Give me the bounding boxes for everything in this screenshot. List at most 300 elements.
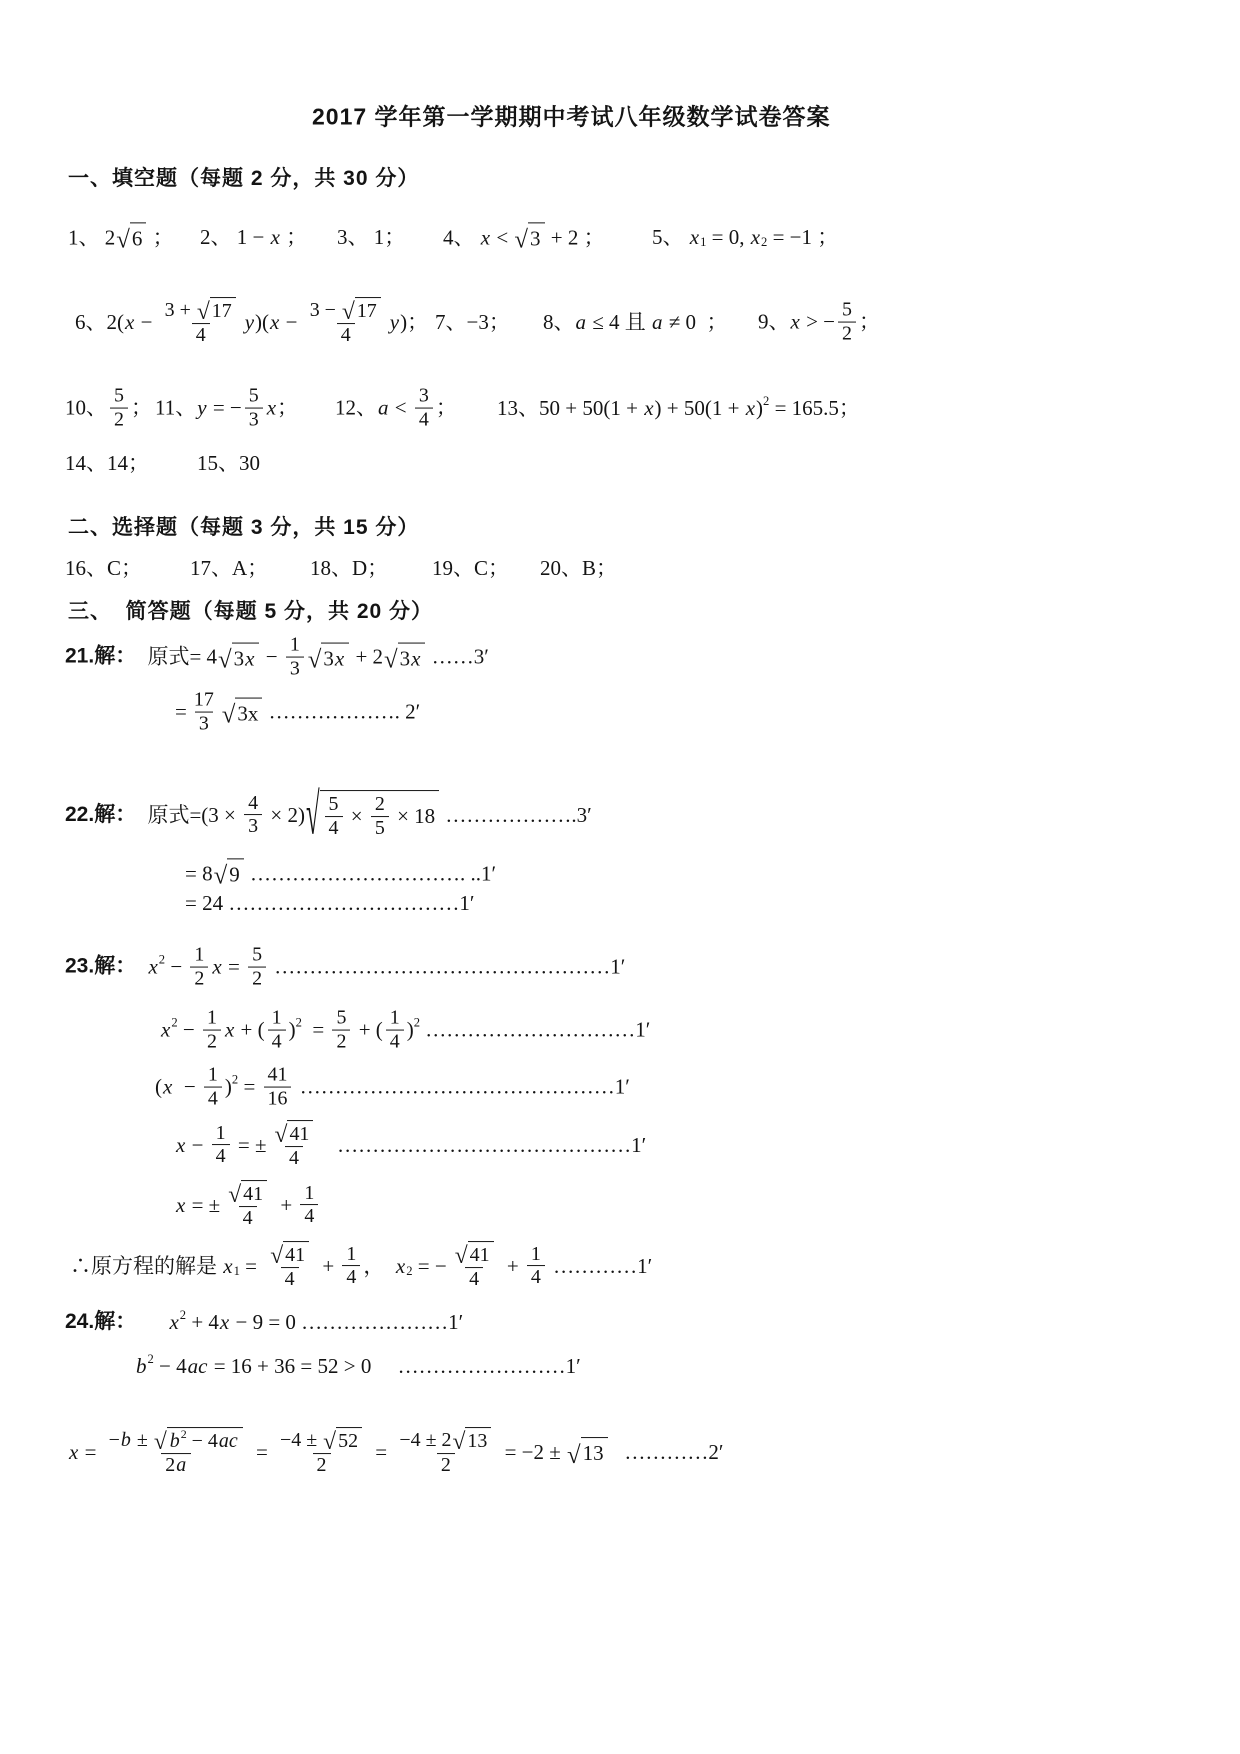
denominator — [203, 1030, 221, 1054]
text-run: 13 — [582, 1441, 604, 1466]
numerator — [110, 385, 128, 408]
text-run: 5 — [248, 384, 259, 407]
text-run: 13、50 + 50(1 + — [497, 395, 644, 420]
radicand — [235, 697, 262, 726]
radicand — [227, 858, 244, 887]
section-2-heading — [68, 515, 419, 541]
answer-9 — [758, 299, 880, 346]
fraction — [268, 1007, 286, 1054]
radical-glyph: √ — [116, 226, 130, 254]
text-run: = − — [412, 1253, 447, 1278]
radical-glyph: √ — [213, 862, 228, 890]
text-run: = — [250, 1439, 274, 1464]
text-run: 19、C； — [432, 555, 510, 580]
text-run: 3 — [399, 646, 411, 671]
answer-18 — [310, 555, 388, 581]
text-run: 5 — [328, 793, 339, 816]
numerator — [265, 1241, 314, 1270]
square-root — [307, 642, 349, 674]
text-run: − — [186, 1132, 209, 1157]
numerator — [286, 634, 304, 657]
text-run: = — [370, 1439, 393, 1464]
radical-sign-icon — [452, 1427, 466, 1456]
text-run: 52 — [338, 1430, 359, 1453]
math-variable: x — [176, 1132, 186, 1157]
numerator — [244, 792, 262, 815]
text-run: ……………….3′ — [440, 802, 592, 827]
radicand — [167, 1427, 243, 1453]
radical-glyph: √ — [305, 784, 320, 848]
superscript: 2 — [180, 1426, 187, 1441]
square-root — [228, 1180, 267, 1209]
radical-sign-icon — [384, 642, 398, 674]
answer-20 — [540, 555, 617, 581]
text-run: ； — [280, 224, 308, 249]
radical-glyph: √ — [384, 646, 398, 674]
answer-7 — [435, 309, 510, 335]
text-run: + 2 — [350, 644, 384, 669]
text-run: ………………. 2′ — [263, 699, 421, 724]
denominator — [244, 815, 262, 839]
text-run: 4 — [304, 1205, 315, 1228]
numerator — [161, 297, 241, 326]
text-run: 2、 1 − — [200, 224, 270, 249]
radical-sign-icon — [567, 1437, 581, 1469]
text-run: 16、C； — [65, 555, 143, 580]
math-variable: x — [148, 954, 158, 979]
radicand — [321, 642, 349, 671]
answer-6 — [75, 297, 428, 347]
numerator — [264, 1064, 292, 1087]
text-run: ) — [224, 1074, 232, 1099]
solution-23-step-2 — [160, 1007, 650, 1054]
section-1-heading — [68, 166, 419, 192]
math-variable: b — [120, 1428, 131, 1451]
numerator — [332, 1007, 350, 1030]
fraction — [342, 1243, 360, 1290]
numerator — [371, 793, 389, 816]
text-run: 16 — [267, 1087, 288, 1110]
text-run: 9 — [229, 862, 240, 887]
text-run: 4 — [242, 1207, 253, 1229]
denominator — [204, 1087, 222, 1111]
text-run: 8、 — [543, 309, 575, 334]
text-run: 3 — [198, 712, 209, 735]
denominator — [325, 816, 343, 840]
numerator — [276, 1427, 367, 1456]
denominator — [332, 1030, 350, 1054]
text-run: ………………………………………1′ — [294, 1074, 630, 1099]
text-run: < — [491, 224, 514, 249]
radical-glyph: √ — [274, 1122, 288, 1149]
text-run: 2 — [114, 408, 124, 431]
text-run: + — [501, 1253, 524, 1278]
fraction — [325, 793, 343, 840]
numerator — [527, 1243, 545, 1266]
fraction — [223, 1180, 272, 1230]
radicand — [232, 642, 260, 671]
math-variable: x — [212, 954, 222, 979]
fraction — [286, 634, 304, 681]
math-variable: a — [652, 309, 663, 334]
text-run: 9、 — [758, 309, 790, 334]
square-root — [305, 784, 439, 848]
text-run: 5 — [114, 384, 124, 407]
denominator — [192, 323, 210, 347]
answer-13 — [497, 395, 860, 421]
text-run: 17 — [211, 300, 232, 323]
square-root — [341, 297, 381, 326]
text-run: 3 — [289, 657, 300, 680]
numerator — [270, 1120, 319, 1149]
text-run: 1 — [530, 1242, 541, 1265]
text-run: 2017 学年第一学期期中考试八年级数学试卷答案 — [312, 103, 831, 130]
text-run: 2 — [336, 1030, 347, 1053]
answer-19 — [432, 555, 509, 581]
numerator — [306, 297, 386, 326]
math-variable: x — [125, 309, 135, 334]
text-run: 12、 — [335, 395, 377, 420]
text-run: = 24 ……………………………1′ — [185, 890, 475, 915]
text-run: = — [175, 699, 187, 724]
text-run: −4 ± — [280, 1428, 323, 1451]
numerator — [105, 1426, 248, 1456]
denominator — [239, 1206, 257, 1230]
solution-23-step-3 — [155, 1064, 630, 1111]
answer-15 — [197, 450, 260, 476]
fraction — [265, 1241, 314, 1291]
text-run: …………2′ — [608, 1439, 724, 1464]
text-run: 2 — [206, 1030, 217, 1053]
superscript: 2 — [231, 1072, 239, 1087]
fraction — [212, 1122, 230, 1169]
radical-glyph: √ — [454, 1243, 468, 1270]
radical-glyph: √ — [452, 1429, 466, 1456]
fraction — [110, 385, 128, 432]
superscript: 2 — [158, 952, 166, 967]
text-run: ……………………………………1′ — [321, 1132, 647, 1157]
text-run: 41 — [469, 1244, 490, 1267]
answer-4 — [443, 222, 605, 254]
answer-5 — [652, 224, 838, 250]
radical-sign-icon — [116, 222, 130, 254]
text-run: 7、−3； — [435, 309, 510, 334]
radical-sign-icon — [305, 784, 320, 848]
math-variable: x — [245, 646, 255, 671]
superscript: 2 — [763, 393, 770, 408]
text-run: 4、 — [443, 224, 480, 249]
denominator — [286, 657, 304, 681]
text-run: 18、D； — [310, 555, 389, 580]
text-run: 4 — [288, 1147, 299, 1169]
radicand — [210, 297, 236, 323]
denominator — [337, 323, 355, 347]
solution-22-step-3 — [185, 890, 474, 916]
numerator — [204, 1064, 222, 1087]
solution-22-step-2 — [185, 858, 497, 890]
text-run: 5 — [842, 298, 852, 321]
solution-24-step-3 — [68, 1427, 723, 1477]
math-variable: x — [176, 1192, 186, 1217]
square-root — [274, 1120, 314, 1149]
denominator — [212, 1145, 230, 1169]
text-run: 15、30 — [197, 450, 260, 475]
radicand — [287, 1120, 313, 1146]
math-variable: b — [169, 1430, 180, 1453]
square-root — [454, 1241, 494, 1270]
text-run: − — [280, 309, 303, 334]
text-run: 1 — [389, 1006, 400, 1029]
text-run: 二、选择题（每题 3 分，共 15 分） — [68, 515, 420, 539]
radical-sign-icon — [196, 297, 210, 326]
text-run: − — [135, 309, 158, 334]
square-root — [384, 642, 425, 674]
square-root — [323, 1427, 362, 1456]
text-run: 1 — [289, 633, 300, 656]
text-run: 3 — [248, 408, 259, 431]
text-run: ≠ 0 ； — [663, 309, 728, 334]
text-run: = 0, — [706, 224, 750, 249]
text-run: 41 — [267, 1063, 288, 1086]
section-3-heading — [68, 599, 433, 625]
text-run: − — [173, 1074, 201, 1099]
text-run: )( — [255, 309, 270, 334]
text-run: ) — [756, 395, 764, 420]
radicand — [355, 297, 381, 323]
square-root — [116, 222, 146, 254]
radical-sign-icon — [270, 1241, 284, 1270]
math-variable: x — [69, 1439, 79, 1464]
text-run: − — [108, 1428, 120, 1451]
solution-21-step-2 — [175, 689, 420, 736]
numerator — [245, 385, 263, 408]
text-run: ≤ 4 且 — [587, 309, 652, 334]
square-root — [196, 297, 236, 326]
subscript: 1 — [700, 234, 707, 249]
radical-sign-icon — [514, 222, 529, 254]
text-run: 4 — [530, 1266, 541, 1289]
text-run: − 9 = 0 …………………1′ — [230, 1309, 464, 1334]
text-run: 11、 — [155, 395, 197, 420]
superscript: 2 — [179, 1307, 187, 1322]
denominator — [190, 967, 208, 991]
text-run: )； — [400, 309, 429, 334]
text-run: ± — [131, 1428, 153, 1451]
numerator — [300, 1182, 318, 1205]
answer-17 — [190, 555, 268, 581]
text-run: 1 — [304, 1181, 315, 1204]
denominator — [195, 712, 213, 736]
fraction — [306, 297, 386, 347]
fraction — [190, 689, 218, 736]
text-run: 2 — [842, 322, 852, 345]
subscript: 2 — [406, 1263, 413, 1278]
fraction — [371, 793, 389, 840]
radical-sign-icon — [323, 1427, 337, 1456]
subscript: 2 — [761, 234, 768, 249]
text-run — [142, 1309, 168, 1335]
text-run: …………………………. ..1′ — [244, 860, 497, 885]
math-variable: x — [219, 1309, 230, 1334]
text-run: − 4 — [186, 1430, 218, 1453]
text-run: 6 — [131, 226, 143, 251]
text-run: < — [389, 395, 412, 420]
text-run: 5、 — [652, 224, 689, 249]
numerator — [342, 1243, 360, 1266]
solution-23-conclusion — [70, 1241, 652, 1291]
text-run: + — [275, 1192, 298, 1217]
text-run: = ± — [186, 1192, 221, 1217]
math-variable: x — [745, 395, 756, 420]
text-run: 3 — [530, 226, 541, 251]
radical-glyph: √ — [341, 299, 355, 326]
math-variable: y — [244, 309, 255, 334]
superscript: 2 — [171, 1015, 178, 1030]
text-run: + 2 ； — [545, 224, 605, 249]
text-run: 3 — [418, 384, 429, 407]
denominator — [437, 1453, 455, 1477]
radical-glyph: √ — [153, 1429, 167, 1456]
denominator — [281, 1267, 299, 1291]
text-run: − — [177, 1017, 200, 1042]
fraction — [300, 1182, 318, 1229]
text-run: 41 — [243, 1183, 264, 1206]
text-run: 10、 — [65, 395, 107, 420]
text-run: 原式=(3 × — [142, 802, 242, 827]
denominator — [264, 1087, 292, 1111]
math-variable: ac — [187, 1353, 208, 1378]
text-run: ； — [858, 309, 880, 334]
text-run: × 2) — [265, 802, 305, 827]
radical-sign-icon — [274, 1120, 288, 1149]
text-run: 1 — [271, 1006, 282, 1029]
denominator — [300, 1205, 318, 1229]
radicand — [336, 1427, 362, 1453]
fraction — [203, 1007, 221, 1054]
text-run: 三、 简答题（每题 5 分，共 20 分） — [68, 599, 434, 623]
text-run: = — [238, 1074, 261, 1099]
text-run: …………………………………………1′ — [269, 954, 626, 979]
numerator — [838, 299, 856, 322]
radicand — [320, 790, 440, 840]
math-variable: x — [334, 646, 345, 671]
numerator — [395, 1427, 496, 1456]
fraction — [204, 1064, 222, 1111]
text-run: = — [301, 1017, 330, 1042]
numerator — [203, 1007, 221, 1030]
text-run: 4 — [340, 324, 351, 346]
numerator — [325, 793, 343, 816]
text-run: −4 ± 2 — [399, 1428, 452, 1451]
answer-12 — [335, 385, 457, 432]
text-run: ( — [155, 1074, 162, 1099]
radicand — [528, 222, 545, 251]
radicand — [468, 1241, 494, 1267]
math-variable: y — [197, 395, 207, 420]
text-run: > − — [800, 309, 836, 334]
text-run: 3 — [233, 646, 245, 671]
fraction — [244, 792, 262, 839]
math-variable: x — [790, 309, 800, 334]
fraction — [105, 1427, 248, 1477]
text-run: × 18 — [391, 804, 436, 829]
numerator — [212, 1122, 230, 1145]
fraction — [838, 299, 856, 346]
text-run: 2 — [165, 1454, 176, 1476]
text-run: − — [260, 644, 283, 669]
text-run: 17 — [356, 300, 377, 323]
text-run: 41 — [285, 1244, 306, 1267]
text-run: 4 — [195, 324, 206, 346]
denominator — [285, 1146, 303, 1170]
text-run: 4 — [284, 1268, 295, 1290]
text-run: 3 — [248, 815, 259, 838]
denominator — [161, 1453, 191, 1477]
radical-sign-icon — [218, 642, 232, 674]
radical-glyph: √ — [567, 1441, 581, 1469]
radical-glyph: √ — [228, 1182, 242, 1209]
radical-glyph: √ — [323, 1429, 337, 1456]
radicand — [581, 1437, 608, 1466]
radicand — [465, 1427, 491, 1453]
page-title — [312, 103, 831, 132]
solution-21-step-1 — [65, 634, 489, 681]
radical-sign-icon — [221, 697, 236, 729]
numerator — [386, 1007, 404, 1030]
solution-label: 22.解： — [65, 802, 137, 826]
math-variable: x — [223, 1253, 233, 1278]
radical-glyph: √ — [270, 1243, 284, 1270]
text-run: ) — [406, 1017, 414, 1042]
text-run: 2 — [440, 1454, 451, 1476]
text-run: 3、 1； — [337, 224, 406, 249]
solution-24-step-2 — [135, 1353, 581, 1379]
text-run: − — [165, 954, 188, 979]
radical-glyph: √ — [196, 299, 210, 326]
radical-sign-icon — [153, 1427, 167, 1456]
denominator — [110, 408, 128, 432]
fraction — [332, 1007, 350, 1054]
math-variable: x — [644, 395, 654, 420]
answer-3 — [337, 224, 405, 250]
text-run: + ( — [353, 1017, 383, 1042]
numerator — [190, 689, 218, 712]
text-run: 一、填空题（每题 2 分，共 30 分） — [68, 166, 420, 190]
radical-sign-icon — [213, 858, 228, 890]
text-run: ) — [288, 1017, 296, 1042]
denominator — [371, 816, 389, 840]
square-root — [221, 697, 263, 729]
text-run: = −1 ； — [767, 224, 839, 249]
solution-label: 23.解： — [65, 954, 137, 978]
text-run: = 8 — [185, 860, 213, 885]
radicand — [241, 1180, 267, 1206]
text-run: 4 — [418, 408, 429, 431]
text-run: 5 — [252, 943, 263, 966]
numerator — [415, 385, 433, 408]
radical-sign-icon — [307, 642, 322, 674]
square-root — [567, 1437, 608, 1469]
answer-8 — [543, 309, 728, 335]
radicand — [130, 222, 147, 251]
radical-sign-icon — [228, 1180, 242, 1209]
text-run: 4 — [248, 791, 259, 814]
answer-10 — [65, 385, 152, 432]
text-run: ； — [130, 395, 152, 420]
solution-23-step-1 — [65, 944, 625, 991]
radical-glyph: √ — [218, 646, 232, 674]
text-run: 14、14； — [65, 450, 149, 475]
